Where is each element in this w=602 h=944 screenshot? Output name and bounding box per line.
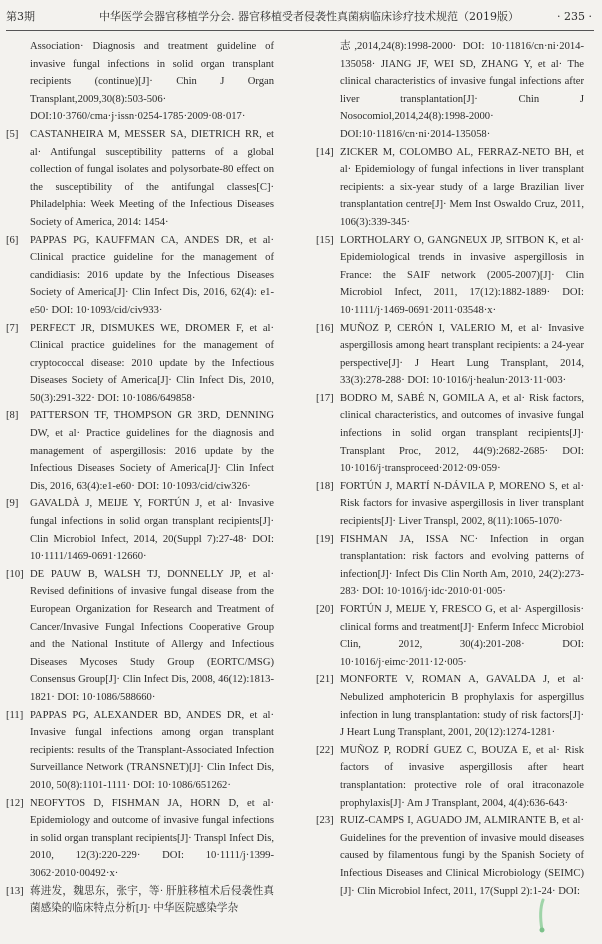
reference-number: [20]: [316, 604, 334, 615]
reference-number: [5]: [6, 128, 19, 140]
issue-number: 第3期: [6, 10, 35, 23]
running-title: 中华医学会器官移植学分会. 器官移植受者侵袭性真菌病临床诊疗技术规范（2019版）: [99, 10, 519, 23]
reference-number: [18]: [316, 480, 334, 492]
reference-text: FORTÚN J, MARTÍ N-DÁVILA P, MORENO S, et al· Risk factors for invasive aspergillosis in liver transplant recipients[J]· Liver Transpl, 2002, 8(11):1065-1070·: [340, 480, 584, 528]
reference-number: [11]: [6, 709, 24, 721]
reference-text: ZICKER M, COLOMBO AL, FERRAZ-NETO BH, et al· Epidemiology of fungal infections in liver transplant recipients: a six-year study of a large Brazilian liver transplantation centre[J]· Mem Inst Oswaldo Cruz, 2011, 106(3):339-345·: [340, 146, 584, 228]
reference-entry: [316, 390, 584, 478]
reference-text: FISHMAN JA, ISSA NC· Infection in organ transplantation: risk factors and evolving patterns of infection[J]· Infect Dis Clin North Am, 2010, 24(2):273-283· DOI: 10·1016/j·idc·2010·01·005·: [340, 533, 584, 598]
reference-text: MONFORTE V, ROMAN A, GAVALDA J, et al· Nebulized amphotericin B prophylaxis for aspergillus infection in lung transplantation: study of risk factors[J]· J Heart Lung Transplant, 2001, 20(12):1274-1281·: [340, 674, 584, 739]
reference-entry: [6, 38, 274, 126]
reference-number: [17]: [316, 392, 334, 404]
reference-entry: [316, 812, 584, 900]
reference-entry: [316, 531, 584, 601]
reference-entry: [316, 320, 584, 390]
reference-number: [7]: [6, 322, 19, 334]
reference-entry: [316, 144, 584, 232]
reference-entry: [6, 795, 274, 883]
reference-entry: [6, 407, 274, 495]
reference-entry: [316, 232, 584, 320]
reference-number: [21]: [316, 674, 334, 686]
reference-entry: [316, 671, 584, 741]
reference-text: PAPPAS PG, ALEXANDER BD, ANDES DR, et al· Invasive fungal infections among organ transplant recipients: results of the Transplant-Associated Infection Surveillance Network (TRANSNET)[J]· Clin Infect Dis, 2010, 50(8):1101-1111· DOI: 10·1086/651262·: [30, 709, 274, 791]
reference-text: PATTERSON TF, THOMPSON GR 3RD, DENNING DW, et al· Practice guidelines for the diagnosis and management of aspergillosis: 2016 update by the Infectious Diseases Society of America[J]· Clin Infect Dis, 2016, 63(4):e1-e60· DOI: 10·1093/cid/ciw326·: [30, 410, 274, 492]
reference-text: Association· Diagnosis and treatment guideline of invasive fungal infections in solid organ transplant recipients (continue)[J]· Chin J Organ Transplant,2009,30(8):503-506· DOI:10·3760/cma·j·issn·0254-1785·2009·08·017·: [30, 41, 274, 123]
reference-entry: [6, 320, 274, 408]
reference-text: NEOFYTOS D, FISHMAN JA, HORN D, et al· Epidemiology and outcome of invasive fungal infections in solid organ transplant recipients[J]· Transpl Infect Dis, 2010, 12(3):220-229· DOI: 10·1111/j·1399-3062·2010·00492·x·: [30, 797, 274, 879]
reference-entry: [316, 601, 584, 671]
header-rule: [6, 30, 594, 31]
reference-entry: [6, 495, 274, 565]
reference-text: DE PAUW B, WALSH TJ, DONNELLY JP, et al· Revised definitions of invasive fungal disease from the European Organization for Research and Treatment of Cancer/Invasive Fungal Infections Cooperative Group and the National Institute of Allergy and Infectious Diseases Mycoses Study Group (EORTC/MSG) Consensus Group[J]· Clin Infect Dis, 2008, 46(12):1813-1821· DOI: 10·1086/588660·: [30, 568, 274, 703]
reference-entry: [6, 232, 274, 320]
page-number: · 235 ·: [557, 10, 592, 23]
reference-text: MUÑOZ P, RODRÍ GUEZ C, BOUZA E, et al· Risk factors of invasive aspergillosis after heart transplantation: protective role of oral itraconazole prophylaxis[J]· Am J Transplant, 2004, 4(4):636-643·: [340, 744, 584, 809]
reference-text: PERFECT JR, DISMUKES WE, DROMER F, et al· Clinical practice guidelines for the management of cryptococcal disease: 2010 update by the Infectious Diseases Society of America[J]· Clin Infect Dis, 2010, 50(3):291-322· DOI: 10·1086/649858·: [30, 322, 274, 404]
right-column: [316, 38, 584, 900]
reference-entry: [6, 566, 274, 707]
reference-number: [10]: [6, 568, 24, 580]
reference-number: [6]: [6, 234, 19, 246]
reference-number: [13]: [6, 885, 24, 897]
reference-number: [23]: [316, 815, 334, 827]
page-header: [6, 6, 596, 28]
reference-number: [15]: [316, 234, 334, 246]
reference-text: PAPPAS PG, KAUFFMAN CA, ANDES DR, et al· Clinical practice guideline for the management of candidiasis: 2016 update by the Infectious Diseases Society of America[J]· Clin Infect Dis, 2016, 62(4): e1-e50· DOI: 10·1093/cid/civ933·: [30, 234, 274, 316]
reference-number: [16]: [316, 322, 334, 334]
reference-entry: [316, 38, 584, 144]
reference-text: 蒋进发，魏思东，张宇，等· 肝脏移植术后侵袭性真菌感染的临床特点分析[J]· 中华医院感染学杂: [30, 885, 274, 915]
reference-entry: [6, 883, 274, 918]
left-column: [6, 38, 274, 918]
reference-number: [14]: [316, 146, 334, 158]
reference-entry: [316, 478, 584, 531]
reference-entry: [6, 707, 274, 795]
reference-text: FORTÚN J, MEIJE Y, FRESCO G, et al· Aspergillosis· clinical forms and treatment[J]· Enferm Infecc Microbiol Clin, 2012, 30(4):201-208· DOI: 10·1016/j·eimc·2011·12·005·: [340, 604, 584, 668]
reference-entry: [6, 126, 274, 232]
reference-number: [12]: [6, 797, 24, 809]
reference-number: [19]: [316, 533, 334, 545]
reference-text: 志,2014,24(8):1998-2000· DOI: 10·11816/cn·ni·2014-135058· JIANG JF, WEI SD, ZHANG Y, et al· The clinical characteristics of invasive fungal infections after liver transplantation[J]· Chin J Nosocomiol,2014,24(8):1998-2000· DOI:10·11816/cn·ni·2014-135058·: [340, 41, 584, 140]
reference-number: [22]: [316, 744, 334, 756]
reference-entry: [316, 742, 584, 812]
reference-text: RUIZ-CAMPS I, AGUADO JM, ALMIRANTE B, et al· Guidelines for the prevention of invasive mould diseases caused by filamentous fungi by the Spanish Society of Infectious Diseases and Clinical Microbiology (SEIMC)[J]· Clin Microbiol Infect, 2011, 17(Suppl 2):1-24· DOI:: [340, 815, 584, 897]
reference-text: CASTANHEIRA M, MESSER SA, DIETRICH RR, et al· Antifungal susceptibility patterns of a global collection of fungal isolates and polysorbate-80 effect on the susceptibility of the antifungal classes[C]· Philadelphia: Week Meeting of the Infectious Diseases Society of America, 2014: 1454·: [30, 128, 274, 228]
reference-text: MUÑOZ P, CERÓN I, VALERIO M, et al· Invasive aspergillosis among heart transplant recipients: a 24-year perspective[J]· J Heart Lung Transplant, 2014, 33(3):278-288· DOI: 10·1016/j·healun·2013·11·003·: [340, 322, 584, 387]
reference-text: BODRO M, SABÉ N, GOMILA A, et al· Risk factors, clinical characteristics, and outcomes of invasive fungal infections in solid organ transplant recipients[J]· Transplant Proc, 2012, 44(9):2682-2685· DOI: 10·1016/j·transproceed·2012·09·059·: [340, 392, 584, 475]
reference-text: LORTHOLARY O, GANGNEUX JP, SITBON K, et al· Epidemiological trends in invasive aspergillosis in France: the SAIF network (2005-2007)[J]· Clin Microbiol Infect, 2011, 17(12):1882-1889· DOI: 10·1111/j·1469-0691·2011·03548·x·: [340, 234, 584, 316]
reference-number: [9]: [6, 498, 19, 510]
reference-number: [8]: [6, 410, 19, 422]
reference-text: GAVALDÀ J, MEIJE Y, FORTÚN J, et al· Invasive fungal infections in solid organ transplant recipients[J]· Clin Microbiol Infect, 2014, 20(Suppl 7):27-48· DOI: 10·1111/1469-0691·12660·: [30, 498, 274, 563]
green-stamp-icon: [534, 896, 552, 934]
